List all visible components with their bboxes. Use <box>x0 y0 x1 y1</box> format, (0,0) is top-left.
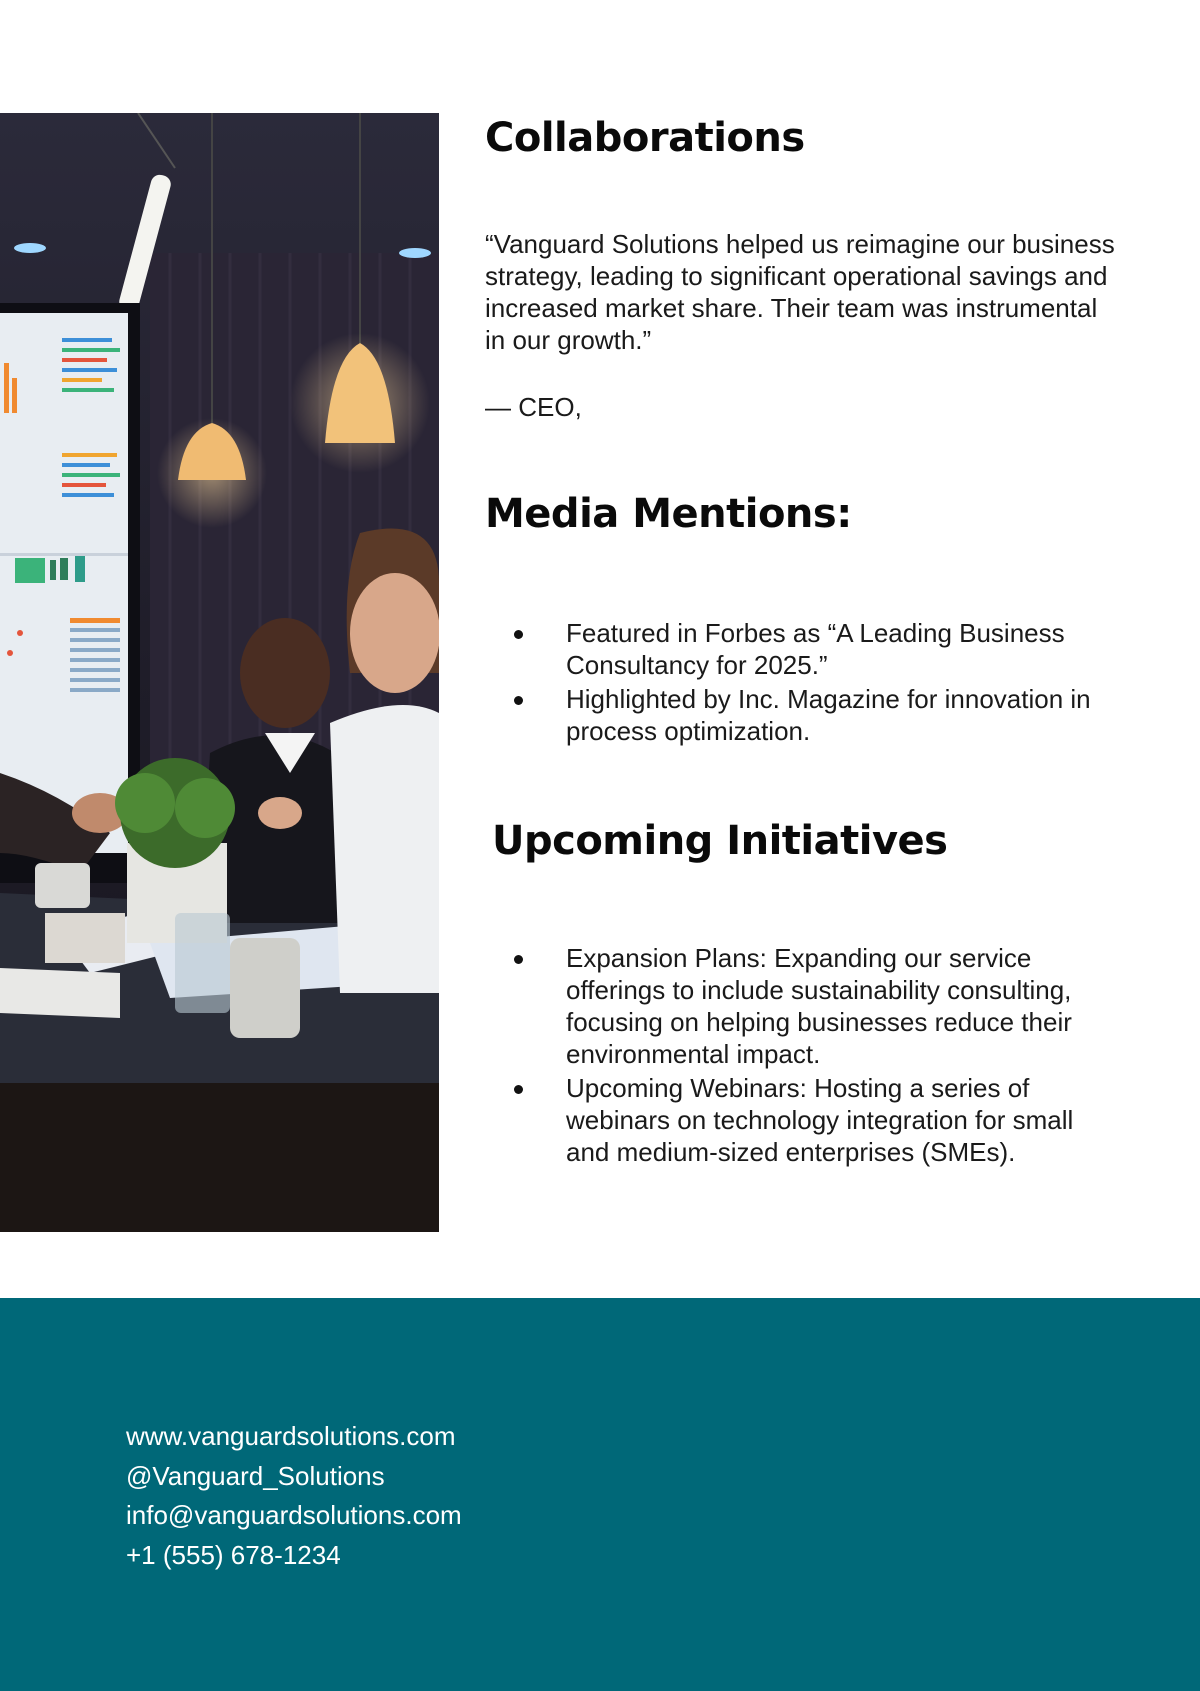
collaborations-heading: Collaborations <box>485 115 805 161</box>
list-item-text: Upcoming Webinars: Hosting a series of webinars on technology integration for small and medium-sized enterprises (SMEs). <box>566 1073 1074 1167</box>
bullet-icon <box>514 696 523 705</box>
list-item <box>485 683 1110 747</box>
list-item-text: Featured in Forbes as “A Leading Business Consultancy for 2025.” <box>566 618 1065 680</box>
list-item-text: Expansion Plans: Expanding our service offerings to include sustainability consulting, focusing on helping businesses reduce their environmental impact. <box>566 943 1072 1069</box>
bullet-icon <box>514 955 523 964</box>
list-item <box>485 1072 1110 1168</box>
testimonial-quote: “Vanguard Solutions helped us reimagine our business strategy, leading to significant operational savings and increased market share. Their team was instrumental in our growth.” <box>485 229 1115 355</box>
bullet-icon <box>514 630 523 639</box>
list-item-text: Highlighted by Inc. Magazine for innovation in process optimization. <box>566 684 1091 746</box>
contact-footer <box>0 1298 1200 1691</box>
list-item <box>485 617 1110 681</box>
media-mentions-list <box>485 617 1110 749</box>
meeting-photo <box>0 113 439 1232</box>
bullet-icon <box>514 1085 523 1094</box>
social-handle[interactable]: @Vanguard_Solutions <box>126 1460 385 1491</box>
phone-number[interactable]: +1 (555) 678-1234 <box>126 1539 341 1570</box>
upcoming-initiatives-heading: Upcoming Initiatives <box>492 818 948 864</box>
testimonial-attribution: — CEO, <box>485 392 582 422</box>
list-item <box>485 942 1110 1070</box>
upcoming-initiatives-list <box>485 942 1110 1170</box>
contact-list <box>126 1417 462 1575</box>
media-mentions-heading: Media Mentions: <box>485 491 852 537</box>
website-link[interactable]: www.vanguardsolutions.com <box>126 1421 456 1451</box>
email-link[interactable]: info@vanguardsolutions.com <box>126 1500 462 1530</box>
